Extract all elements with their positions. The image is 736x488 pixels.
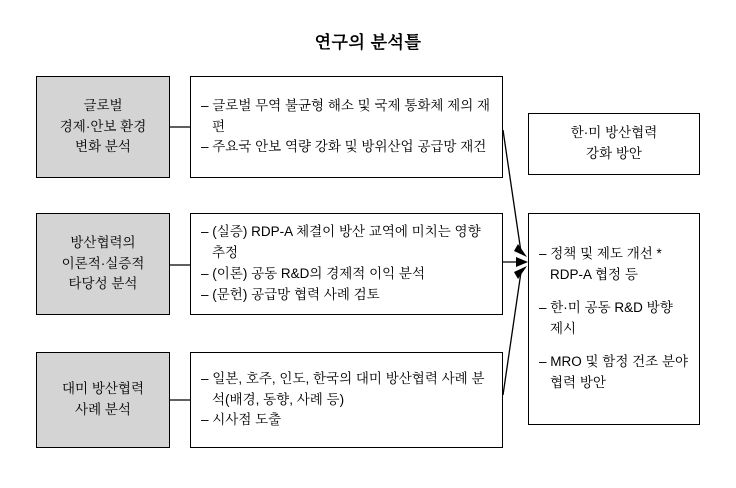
box-line: 경제·안보 환경 [59,118,147,134]
bullet-item: – 시사점 도출 [201,412,282,428]
bullet-item: – (문헌) 공급망 협력 사례 검토 [201,286,380,302]
box-global-economy-security-analysis [36,76,170,178]
bullet-item: – 정책 및 제도 개선 * RDP-A 협정 등 [539,246,662,283]
bullet-item: – 주요국 안보 역량 강화 및 방위산업 공급망 재건 [201,139,487,155]
box-korea-us-defense-cooperation-plan [528,113,700,175]
box-line: 변화 분석 [75,139,131,155]
box-global-trade-imbalance-items [190,76,503,178]
bullet-item: – (이론) 공동 R&D의 경제적 이익 분석 [201,266,425,281]
page-title: 연구의 분석틀 [314,33,422,52]
bullet-item: – 글로벌 무역 불균형 해소 및 국제 통화체 제의 재편 [201,97,491,134]
box-line: 대미 방산협력 [62,381,144,397]
box-line: 글로벌 [83,97,123,113]
box-line: 강화 방안 [586,146,642,161]
bullet-item: – 일본, 호주, 인도, 한국의 대미 방산협력 사례 분석(배경, 동향, 사례 등) [201,370,485,407]
box-line: 이론적·실증적 [61,255,145,271]
box-policy-recommendations [528,213,700,425]
bullet-item: – MRO 및 함정 건조 분야 협력 방안 [539,353,689,390]
box-us-korea-defense-cases [36,352,170,448]
bullet-item: – (실증) RDP-A 체결이 방산 교역에 미치는 영향 추정 [201,224,481,261]
box-line: 사례 분석 [75,402,131,417]
box-case-study-items [190,352,503,448]
box-rdp-a-analysis-items [190,213,503,315]
box-line: 타당성 분석 [68,276,138,292]
box-defense-cooperation-theory-validity [36,213,170,315]
box-line: 한·미 방산협력 [570,125,658,141]
bullet-item: – 한·미 공동 R&D 방향 제시 [539,300,673,336]
box-line: 방산협력의 [70,234,136,250]
